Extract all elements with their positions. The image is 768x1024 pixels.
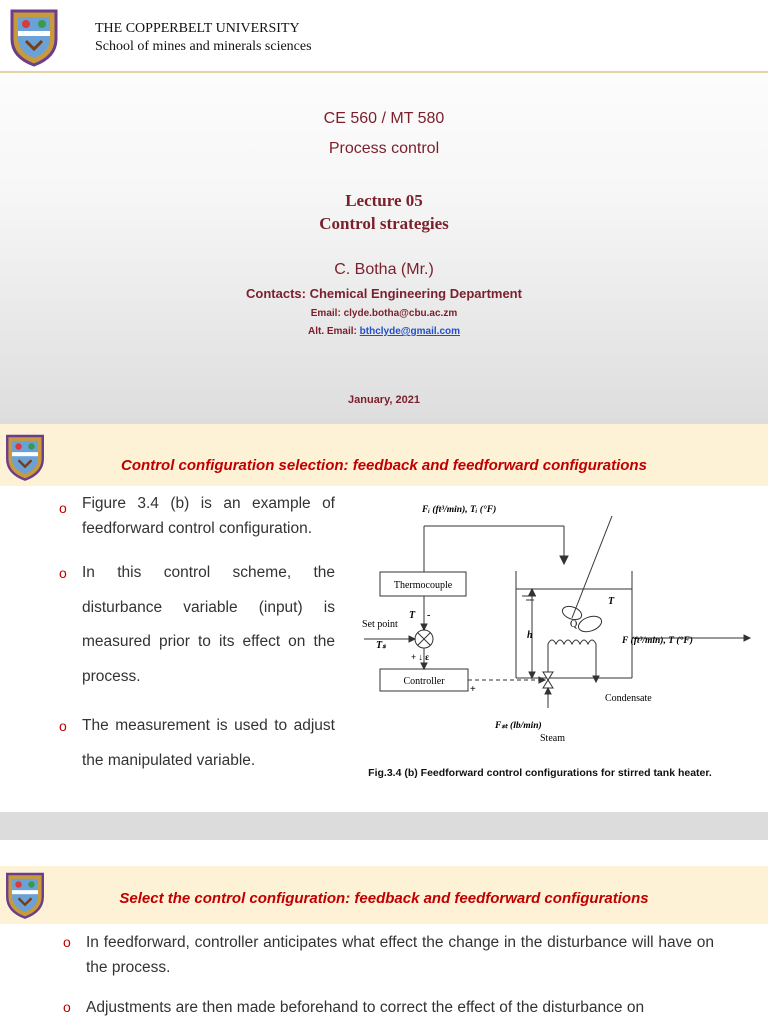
bullet-marker-icon: o (63, 934, 71, 950)
school-name: School of mines and minerals sciences (95, 39, 312, 54)
course-name: Process control (328, 140, 440, 157)
slide-title: Control configuration selection: feedback and feedforward configurations (121, 457, 647, 474)
alt-email-label: Alt. Email: (307, 326, 357, 337)
error-label: + ↓ ε (411, 652, 429, 662)
email-label: Email: (310, 308, 341, 319)
level-h-label: h (527, 630, 533, 641)
measured-t-label: T (409, 610, 416, 621)
bullet-item (59, 556, 335, 694)
slide-title-band (0, 424, 768, 486)
bullet-marker-icon: o (59, 500, 67, 516)
university-name: THE COPPERBELT UNIVERSITY (95, 21, 300, 36)
inlet-flow-label: Fᵢ (ft³/min), Tᵢ (°F) (422, 505, 497, 515)
plus-sign-label: + (470, 684, 476, 695)
steam-flow-label: Fₛₜ (lb/min) (495, 721, 542, 731)
steam-label: Steam (540, 733, 565, 744)
outlet-flow-label: F (ft³/min), T (°F) (622, 636, 693, 646)
email-address: clyde.botha@cbu.ac.zm (343, 308, 458, 319)
email-line (0, 308, 768, 319)
lecture-date: January, 2021 (348, 394, 420, 406)
bullet-text: Adjustments are then made beforehand to correct the effect of the disturbance on (86, 999, 645, 1016)
control-configuration-slide (0, 840, 768, 1024)
tank-temperature-label: T (608, 596, 615, 607)
course-code: CE 560 / MT 580 (323, 110, 445, 127)
header-divider (0, 71, 768, 73)
set-point-label: Set point (362, 619, 398, 630)
condensate-label: Condensate (605, 693, 652, 704)
bullet-text: Figure 3.4 (b) is an example of feedforward control configuration. (82, 495, 335, 537)
lecture-number: Lecture 05 (345, 191, 423, 210)
controller-label: Controller (403, 676, 445, 687)
bullet-item (59, 491, 335, 541)
university-crest-icon (8, 7, 60, 67)
bullet-text: In feedforward, controller anticipates what effect the change in the disturbance will have on the process. (86, 934, 714, 976)
feedforward-slide (0, 424, 768, 812)
bullet-marker-icon: o (59, 718, 67, 734)
slide-title: Select the control configuration: feedback and feedforward configurations (119, 890, 649, 907)
lecturer-name: C. Botha (Mr.) (334, 261, 434, 278)
title-slide (0, 0, 768, 418)
contacts-line: Contacts: Chemical Engineering Department (246, 286, 522, 301)
minus-sign-label: - (427, 610, 431, 621)
bullet-item (63, 995, 714, 1020)
ts-label: Tₛ (376, 640, 386, 651)
bullet-item (59, 709, 335, 778)
thermocouple-label: Thermocouple (393, 580, 453, 591)
alt-email-line (0, 326, 768, 337)
bullet-item (63, 930, 714, 980)
university-name-block (95, 20, 312, 56)
stirred-tank-diagram (350, 496, 760, 744)
bullet-text: In this control scheme, the disturbance variable (input) is measured prior to its effect on the process. (82, 564, 335, 685)
bullet-text: The measurement is used to adjust the manipulated variable. (82, 717, 335, 769)
alt-email-link[interactable]: bthclyde@gmail.com (359, 326, 460, 337)
bullet-marker-icon: o (63, 999, 71, 1015)
bullet-marker-icon: o (59, 565, 67, 581)
lecture-topic: Control strategies (319, 214, 449, 233)
heat-q-label: Q (570, 619, 578, 630)
figure-caption: Fig.3.4 (b) Feedforward control configurations for stirred tank heater. (368, 767, 712, 779)
